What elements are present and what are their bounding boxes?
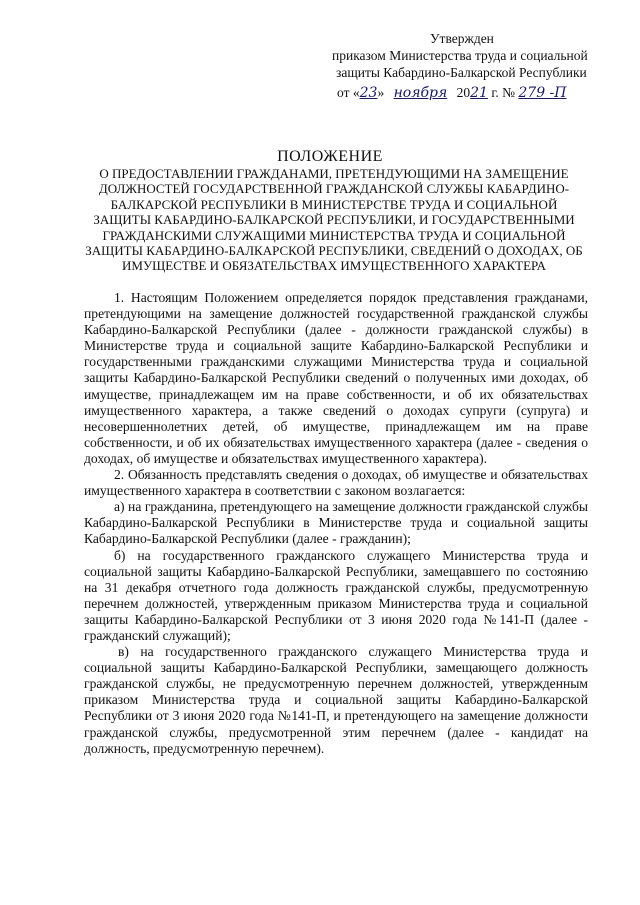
document-title: ПОЛОЖЕНИЕ <box>277 148 383 165</box>
date-prefix: от « <box>337 85 360 100</box>
paragraph-b: б) на государственного гражданского служащего Министерства труда и социальной защиты Кабардино-Балкарской Республики, замещавшего по состоянию на 31 декабря отчетного года должность гражданской службы, предусмотренную перечнем должностей, утвержденным приказом Министерства труда и социальной защиты Кабардино-Балкарской Республики от 3 июня 2020 года №141-П (далее - гражданский служащий); <box>84 547 588 643</box>
paragraph-1: 1. Настоящим Положением определяется порядок представления гражданами, претендующими на замещение должностей государственной гражданской службы Кабардино-Балкарской Республики (далее - должности гражданской службы) в Министерстве труда и социальной защите Кабардино-Балкарской Республики и государственными гражданскими служащими Министерства труда и социальной защиты Кабардино-Балкарской Республики сведений о полученных ими доходах, об имуществе, принадлежащем им на праве собственности, и об их обязательствах имущественного характера, а также сведений о доходах супруги (супруга) и несовершеннолетних детей, об имуществе, принадлежащем им на праве собственности, и об их обязательствах имущественного характера (далее - сведения о доходах, об имуществе и обязательствах имущественного характера). <box>84 290 588 466</box>
date-month: ноября <box>393 85 448 101</box>
document-body <box>84 290 588 757</box>
date-number-label: г. № <box>491 85 515 100</box>
approval-order-line: приказом Министерства труда и социальной <box>332 48 588 63</box>
approval-date-line <box>332 84 594 102</box>
date-mid: » <box>377 85 385 100</box>
approval-label: Утвержден <box>430 31 494 46</box>
paragraph-2: 2. Обязанность представлять сведения о доходах, об имуществе и обязательствах имущественного характера в соответствии с законом возлагается: <box>84 467 588 499</box>
date-day: 23 <box>359 85 378 101</box>
document-subtitle: О ПРЕДОСТАВЛЕНИИ ГРАЖДАНАМИ, ПРЕТЕНДУЮЩИМИ НА ЗАМЕЩЕНИЕ ДОЛЖНОСТЕЙ ГОСУДАРСТВЕННОЙ ГРАЖДАНСКОЙ СЛУЖБЫ КАБАРДИНО-БАЛКАРСКОЙ РЕСПУБЛИКИ В МИНИСТЕРСТВЕ ТРУДА И СОЦИАЛЬНОЙ ЗАЩИТЫ КАБАРДИНО-БАЛКАРСКОЙ РЕСПУБЛИКИ, И ГОСУДАРСТВЕННЫМИ ГРАЖДАНСКИМИ СЛУЖАЩИМИ МИНИСТЕРСТВА ТРУДА И СОЦИАЛЬНОЙ ЗАЩИТЫ КАБАРДИНО-БАЛКАРСКОЙ РЕСПУБЛИКИ, СВЕДЕНИЙ О ДОХОДАХ, ОБ ИМУЩЕСТВЕ И ОБЯЗАТЕЛЬСТВАХ ИМУЩЕСТВЕННОГО ХАРАКТЕРА <box>85 166 583 274</box>
date-year-prefix: 20 <box>456 85 471 100</box>
paragraph-a: а) на гражданина, претендующего на замещение должности гражданской службы Кабардино-Балкарской Республики в Министерстве труда и социальной защиты Кабардино-Балкарской Республики (далее - гражданин); <box>84 499 588 547</box>
approval-block <box>332 30 594 102</box>
paragraph-c: в) на государственного гражданского служащего Министерства труда и социальной защиты Кабардино-Балкарской Республики, замещающего должность гражданской службы, не предусмотренную перечнем должностей, утвержденным приказом Министерства труда и социальной защиты Кабардино-Балкарской Республики от 3 июня 2020 года №141-П, и претендующего на замещение должности гражданской службы, предусмотренной этим перечнем (далее - кандидат на должность, предусмотренную перечнем). <box>84 644 588 756</box>
date-year-suffix: 21 <box>470 85 488 101</box>
order-number: 279 -П <box>518 85 567 101</box>
approval-ministry-line: защиты Кабардино-Балкарской Республики <box>336 65 587 80</box>
